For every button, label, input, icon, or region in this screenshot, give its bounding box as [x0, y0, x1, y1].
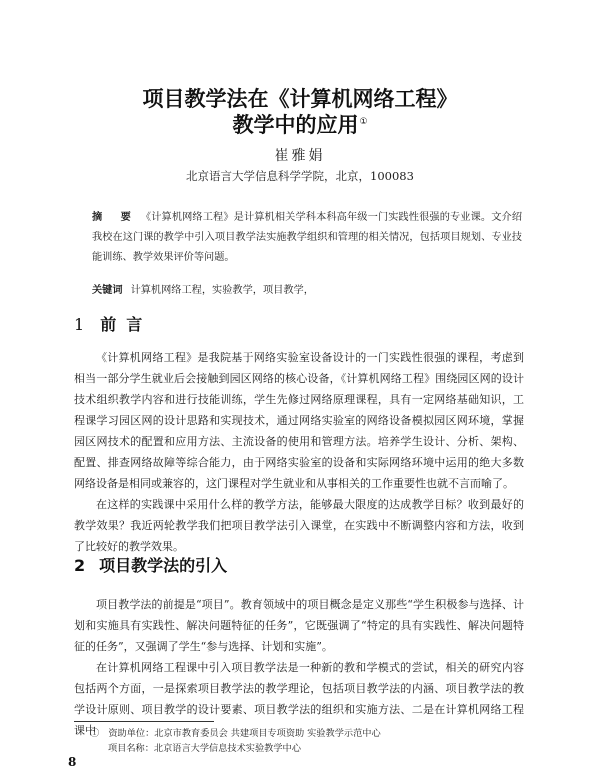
section2-title: 项目教学法的引入 [99, 556, 228, 575]
paragraph: 在这样的实践课中采用什么样的教学方法，能够最大限度的达成教学目标？收到最好的教学效果？我近两轮教学我们把项目教学法引入课堂，在实践中不断调整内容和方法，收到了比较好的教学效果。 [74, 498, 524, 553]
title-line2-text: 教学中的应用 [232, 113, 359, 137]
abstract-text: 《计算机网络工程》是计算机相关学科本科高年级一门实践性很强的专业课。文介绍我校在这门课的教学中引入项目教学法实施教学组织和管理的相关情况，包括项目规划、专业技能训练、教学效果评价等问题。 [92, 212, 523, 263]
section2-number: 2 [74, 556, 86, 575]
paragraph: 在计算机网络工程课中引入项目教学法是一种新的教和学模式的尝试，相关的研究内容包括两个方面，一是探索项目教学法的教学理论，包括项目教学法的内涵、项目教学法的教学设计原则、项目教学的设计要素、项目教学法的组织和实施方法、二是在计算机网络工程课中 [74, 661, 524, 737]
section1-body [74, 347, 524, 557]
footnote-line-funding: ① 资助单位：北京市教育委员会 共建项目专项资助 实验教学示范中心 [90, 728, 381, 739]
paragraph: 项目教学法的前提是“项目”。教育领域中的项目概念是定义那些“学生积极参与选择、计划和实施具有实践性、解决问题特征的任务”，它既强调了“特定的具有实践性、解决问题特征的任务”，又强调了学生“参与选择、计划和实施”。 [74, 598, 524, 653]
section-heading-2 [74, 553, 227, 576]
keywords-text: 计算机网络工程，实验教学，项目教学， [130, 285, 314, 296]
footnote-block [90, 726, 510, 756]
footnote-line-project: 项目名称：北京语言大学信息技术实验教学中心 [108, 743, 301, 754]
keywords-block [92, 283, 522, 299]
title-footnote-mark[interactable]: ① [359, 117, 368, 127]
abstract-block [92, 208, 522, 268]
paper-title-line2 [0, 109, 600, 139]
section-heading-intro [74, 312, 152, 335]
page-number: 8 [68, 755, 77, 769]
section1-number: 1 [74, 315, 85, 334]
section1-title: 前言 [100, 315, 153, 334]
footnote-divider [74, 721, 214, 722]
paragraph: 《计算机网络工程》是我院基于网络实验室设备设计的一门实践性很强的课程，考虑到相当一部分学生就业后会接触到园区网络的核心设备，《计算机网络工程》围绕园区网的设计技术组织教学内容和进行技能训练，学生先修过网络原理课程，具有一定网络基础知识，工程课学习园区网的设计思路和实现技术，通过网络实验室的网络设备模拟园区网环境，掌握园区网技术的配置和应用方法、主流设备的使用和管理方法。培养学生设计、分析、架构、配置、排查网络故障等综合能力，由于网络实验室的设备和实际网络环境中运用的绝大多数网络设备是相同或兼容的，这门课程对学生就业和从事相关的工作重要性也就不言而喻了。 [74, 351, 524, 490]
title-line1-text: 项目教学法在《计算机网络工程》 [142, 87, 458, 111]
author-affiliation: 北京语言大学信息科学学院，北京，100083 [186, 169, 414, 183]
keywords-label: 关键词 [92, 285, 123, 296]
abstract-label: 摘 要 [92, 212, 135, 223]
section2-body [74, 594, 524, 741]
author-name: 崔雅娟 [274, 148, 326, 164]
